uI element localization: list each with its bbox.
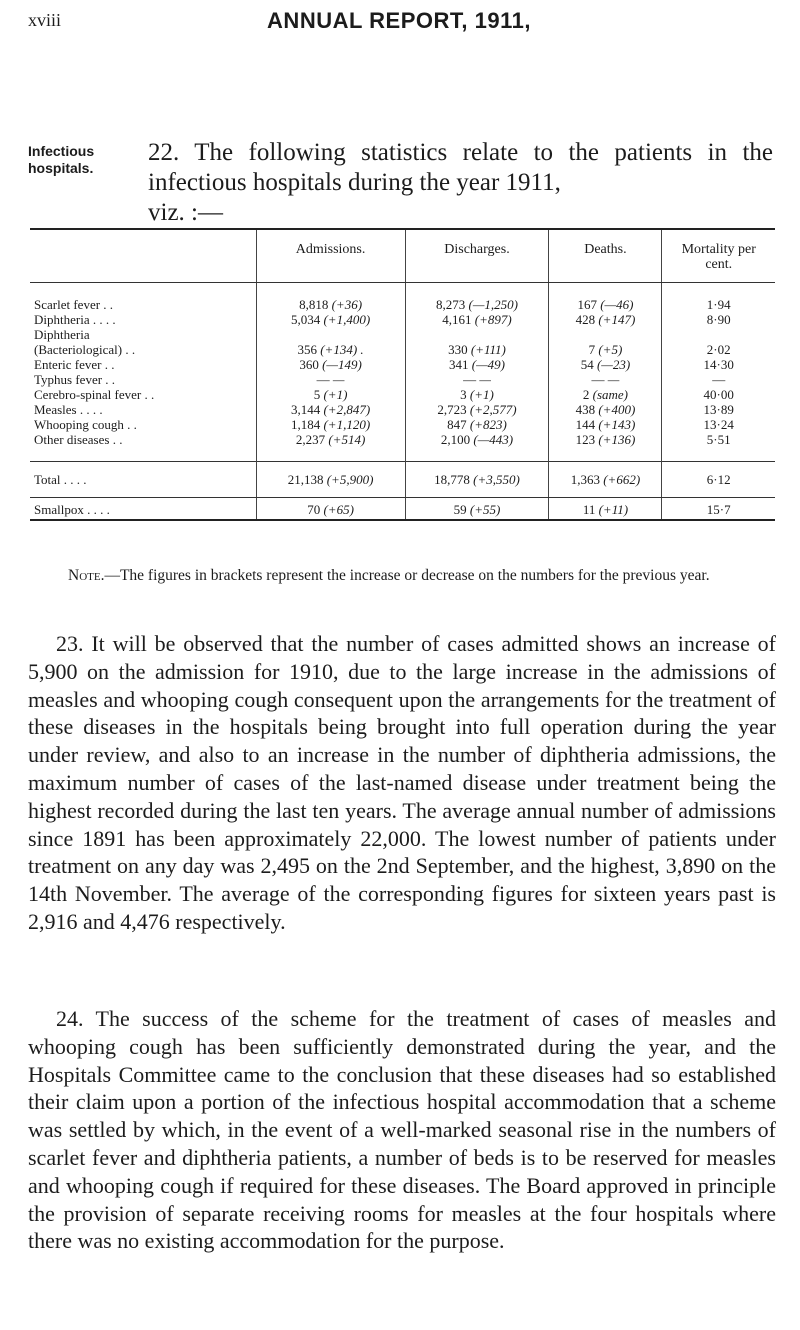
cell-admissions bbox=[256, 387, 405, 402]
cell-disease bbox=[30, 297, 256, 312]
cell-mortality-value: 6·12 bbox=[706, 472, 731, 487]
cell-admissions bbox=[256, 498, 405, 521]
cell-discharges-value: 8,273 bbox=[436, 297, 466, 312]
cell-deaths-value: — bbox=[591, 372, 605, 387]
cell-mortality bbox=[662, 357, 775, 372]
cell-deaths-change: (+5) bbox=[598, 342, 623, 357]
cell-admissions-value: 360 bbox=[299, 357, 319, 372]
cell-deaths-change: (+11) bbox=[598, 502, 629, 517]
cell-discharges-value: 2,723 bbox=[437, 402, 467, 417]
cell-deaths bbox=[549, 498, 662, 521]
cell-admissions-value: 356 bbox=[297, 342, 317, 357]
cell-discharges-value: 330 bbox=[448, 342, 468, 357]
cell-mortality bbox=[662, 342, 775, 357]
cell-disease bbox=[30, 357, 256, 372]
cell-discharges-change: — bbox=[479, 372, 491, 387]
cell-discharges-value: — bbox=[463, 372, 477, 387]
cell-deaths-change: (+136) bbox=[598, 432, 636, 447]
smallpox-row bbox=[30, 498, 775, 521]
cell-deaths-value: 7 bbox=[588, 342, 596, 357]
cell-deaths-change: (+147) bbox=[598, 312, 636, 327]
intro-paragraph bbox=[148, 138, 773, 228]
cell-deaths bbox=[549, 432, 662, 447]
cell-admissions-change: (+1) bbox=[323, 387, 348, 402]
cell-mortality-value: 2·02 bbox=[706, 342, 731, 357]
cell-discharges-value: 18,778 bbox=[434, 472, 470, 487]
cell-deaths bbox=[549, 342, 662, 357]
cell-discharges-change: (+3,550) bbox=[473, 472, 520, 487]
cell-deaths bbox=[549, 327, 662, 342]
cell-mortality-value: 14·30 bbox=[703, 357, 734, 372]
cell-admissions bbox=[256, 342, 405, 357]
cell-discharges bbox=[405, 462, 549, 498]
cell-disease-value: Diphtheria . . . . bbox=[34, 312, 116, 327]
cell-deaths bbox=[549, 462, 662, 498]
cell-deaths-value: 167 bbox=[577, 297, 597, 312]
header-discharges: Discharges. bbox=[405, 229, 549, 283]
cell-deaths-value: 11 bbox=[582, 502, 596, 517]
cell-deaths-value: 438 bbox=[575, 402, 596, 417]
cell-discharges bbox=[405, 342, 549, 357]
cell-disease bbox=[30, 372, 256, 387]
cell-admissions-change: — bbox=[332, 372, 345, 387]
margin-note: Infectious hospitals. bbox=[28, 143, 95, 176]
cell-disease bbox=[30, 327, 256, 342]
cell-disease-value: Measles . . . . bbox=[34, 402, 103, 417]
cell-discharges-change: (—1,250) bbox=[468, 297, 518, 312]
cell-mortality-value: 5·51 bbox=[706, 432, 731, 447]
cell-admissions-change: (+1,400) bbox=[323, 312, 371, 327]
cell-deaths-value: 2 bbox=[582, 387, 590, 402]
cell-discharges-value: 59 bbox=[453, 502, 467, 517]
cell-deaths-value: 144 bbox=[575, 417, 596, 432]
cell-disease-value: Diphtheria bbox=[34, 327, 90, 342]
cell-discharges bbox=[405, 297, 549, 312]
section-number: 22. bbox=[148, 139, 180, 166]
cell-deaths-value: 428 bbox=[575, 312, 596, 327]
cell-discharges bbox=[405, 402, 549, 417]
cell-discharges-change: (+55) bbox=[469, 502, 501, 517]
cell-deaths bbox=[549, 402, 662, 417]
cell-disease bbox=[30, 432, 256, 447]
total-row bbox=[30, 462, 775, 498]
intro-tail: viz. :— bbox=[148, 199, 223, 226]
cell-discharges bbox=[405, 372, 549, 387]
paragraph-23: 23. It will be observed that the number of cases admitted shows an increase of 5,900 on the admission for 1910, due to the large increase in the admissions of measles and whooping cough consequent upon the arrangements for the treatment of these diseases in the hospitals being brought into full operation during the year under review, and also to an increase in the number of diphtheria admissions, the maximum number of cases of the last-named disease under treatment being the highest recorded during the last ten years. The average annual number of admissions since 1891 has been approximately 22,000. The lowest number of patients under treatment on any day was 2,495 on the 2nd September, and the highest, 3,890 on the 14th November. The average of the corresponding figures for sixteen years past is 2,916 and 4,476 respectively. bbox=[28, 631, 776, 934]
cell-admissions bbox=[256, 402, 405, 417]
cell-deaths bbox=[549, 372, 662, 387]
cell-admissions bbox=[256, 432, 405, 447]
cell-disease-value: Cerebro-spinal fever . . bbox=[34, 387, 155, 402]
cell-deaths bbox=[549, 297, 662, 312]
cell-admissions-change: (+134) . bbox=[320, 342, 364, 357]
cell-discharges-change: (—443) bbox=[473, 432, 514, 447]
cell-disease bbox=[30, 387, 256, 402]
page-number: xviii bbox=[28, 10, 62, 30]
table-row bbox=[30, 312, 775, 327]
cell-admissions bbox=[256, 327, 405, 342]
cell-mortality bbox=[662, 297, 775, 312]
note-text: —The figures in brackets represent the increase or decrease on the numbers for the previous year. bbox=[104, 567, 710, 584]
cell-disease-value: Enteric fever . . bbox=[34, 357, 115, 372]
cell-deaths-value: 1,363 bbox=[570, 472, 600, 487]
cell-mortality bbox=[662, 402, 775, 417]
cell-admissions bbox=[256, 462, 405, 498]
table-row bbox=[30, 417, 775, 432]
cell-disease bbox=[30, 462, 256, 498]
cell-disease bbox=[30, 498, 256, 521]
cell-mortality-value: 15·7 bbox=[706, 502, 731, 517]
cell-discharges bbox=[405, 417, 549, 432]
cell-admissions-change: (+1,120) bbox=[323, 417, 371, 432]
cell-mortality-value: 8·90 bbox=[706, 312, 731, 327]
cell-admissions bbox=[256, 372, 405, 387]
cell-admissions-value: 2,237 bbox=[295, 432, 326, 447]
header-mortality: Mortality per cent. bbox=[662, 229, 775, 283]
cell-admissions bbox=[256, 417, 405, 432]
cell-admissions-value: 1,184 bbox=[290, 417, 321, 432]
cell-deaths bbox=[549, 312, 662, 327]
cell-disease-value: (Bacteriological) . . bbox=[34, 342, 136, 357]
page-header bbox=[28, 10, 770, 40]
cell-deaths-change: (+143) bbox=[598, 417, 636, 432]
statistics-table bbox=[30, 228, 775, 521]
cell-mortality-value: — bbox=[712, 372, 726, 387]
cell-discharges bbox=[405, 357, 549, 372]
cell-mortality-value: 13·24 bbox=[703, 417, 734, 432]
cell-discharges bbox=[405, 327, 549, 342]
cell-admissions-value: 21,138 bbox=[287, 472, 324, 487]
cell-discharges-change: (+2,577) bbox=[469, 402, 517, 417]
table-header-row bbox=[30, 229, 775, 283]
cell-admissions-change: (+5,900) bbox=[326, 472, 374, 487]
cell-admissions-value: 5,034 bbox=[290, 312, 321, 327]
header-blank bbox=[30, 229, 256, 283]
cell-admissions-value: — bbox=[316, 372, 330, 387]
cell-admissions-value: 8,818 bbox=[299, 297, 329, 312]
cell-deaths-change: (—23) bbox=[596, 357, 631, 372]
cell-disease bbox=[30, 312, 256, 327]
table-row bbox=[30, 432, 775, 447]
table-note bbox=[48, 566, 776, 586]
cell-deaths-change: (same) bbox=[592, 387, 628, 402]
cell-admissions bbox=[256, 357, 405, 372]
header-deaths: Deaths. bbox=[549, 229, 662, 283]
cell-admissions-change: (+65) bbox=[323, 502, 354, 517]
cell-deaths-value: 123 bbox=[575, 432, 596, 447]
cell-disease-value: Smallpox . . . . bbox=[34, 502, 110, 517]
cell-mortality bbox=[662, 327, 775, 342]
cell-disease-value: Other diseases . . bbox=[34, 432, 123, 447]
cell-discharges-value: 341 bbox=[449, 357, 469, 372]
table-row bbox=[30, 297, 775, 312]
cell-disease-value: Typhus fever . . bbox=[34, 372, 116, 387]
cell-admissions bbox=[256, 297, 405, 312]
cell-admissions-change: (+36) bbox=[331, 297, 363, 312]
cell-admissions bbox=[256, 312, 405, 327]
cell-admissions-value: 5 bbox=[313, 387, 321, 402]
cell-deaths bbox=[549, 387, 662, 402]
table-row bbox=[30, 387, 775, 402]
cell-mortality-value: 40·00 bbox=[703, 387, 734, 402]
cell-discharges-change: (+823) bbox=[469, 417, 507, 432]
table-row bbox=[30, 342, 775, 357]
cell-mortality bbox=[662, 432, 775, 447]
running-title: ANNUAL REPORT, 1911, bbox=[267, 8, 531, 33]
intro-text: The following statistics relate to the patients in the infectious hospitals during the year 1911, bbox=[148, 139, 773, 196]
paragraph-24: 24. The success of the scheme for the treatment of cases of measles and whooping cough has been sufficiently demonstrated during the year, and the Hospitals Committee came to the conclusion that these diseases had so established their claim upon a portion of the infectious hospital accommodation that a scheme was settled by which, in the event of a well-marked seasonal rise in the numbers of scarlet fever and diphtheria patients, a number of beds is to be reserved for measles and whooping cough if required for these diseases. The Board approved in principle the provision of separate receiving rooms for measles at the four hospitals where there was no existing accommodation for the purpose. bbox=[28, 1006, 776, 1254]
cell-mortality-value: 1·94 bbox=[706, 297, 731, 312]
cell-discharges-value: 3 bbox=[460, 387, 467, 402]
cell-admissions-change: (+514) bbox=[328, 432, 366, 447]
cell-deaths-change: (+400) bbox=[598, 402, 636, 417]
cell-mortality-value: 13·89 bbox=[703, 402, 734, 417]
cell-mortality bbox=[662, 372, 775, 387]
cell-mortality bbox=[662, 387, 775, 402]
header-admissions: Admissions. bbox=[256, 229, 405, 283]
note-label: Note. bbox=[68, 567, 105, 584]
cell-deaths-change: (+662) bbox=[603, 472, 641, 487]
cell-admissions-value: 70 bbox=[307, 502, 321, 517]
cell-disease-value: Scarlet fever . . bbox=[34, 297, 114, 312]
cell-deaths bbox=[549, 357, 662, 372]
cell-disease-value: Whooping cough . . bbox=[34, 417, 137, 432]
cell-deaths-change: — bbox=[607, 372, 620, 387]
cell-mortality bbox=[662, 498, 775, 521]
cell-discharges-value: 2,100 bbox=[440, 432, 471, 447]
cell-admissions-change: (+2,847) bbox=[323, 402, 371, 417]
cell-discharges-change: (—49) bbox=[471, 357, 505, 372]
cell-mortality bbox=[662, 312, 775, 327]
cell-discharges bbox=[405, 312, 549, 327]
table-row bbox=[30, 357, 775, 372]
cell-disease bbox=[30, 342, 256, 357]
cell-disease bbox=[30, 402, 256, 417]
table-row bbox=[30, 372, 775, 387]
cell-discharges-change: (+1) bbox=[469, 387, 494, 402]
cell-discharges-value: 847 bbox=[447, 417, 467, 432]
cell-admissions-change: (—149) bbox=[322, 357, 362, 372]
cell-deaths-change: (—46) bbox=[600, 297, 634, 312]
cell-discharges bbox=[405, 432, 549, 447]
cell-discharges bbox=[405, 387, 549, 402]
cell-deaths bbox=[549, 417, 662, 432]
cell-discharges-value: 4,161 bbox=[442, 312, 472, 327]
cell-disease bbox=[30, 417, 256, 432]
cell-deaths-value: 54 bbox=[580, 357, 594, 372]
cell-discharges-change: (+897) bbox=[474, 312, 512, 327]
cell-discharges bbox=[405, 498, 549, 521]
cell-discharges-change: (+111) bbox=[470, 342, 506, 357]
cell-mortality bbox=[662, 462, 775, 498]
cell-mortality bbox=[662, 417, 775, 432]
table-row bbox=[30, 327, 775, 342]
table-row bbox=[30, 402, 775, 417]
cell-admissions-value: 3,144 bbox=[290, 402, 321, 417]
cell-disease-value: Total . . . . bbox=[34, 472, 87, 487]
